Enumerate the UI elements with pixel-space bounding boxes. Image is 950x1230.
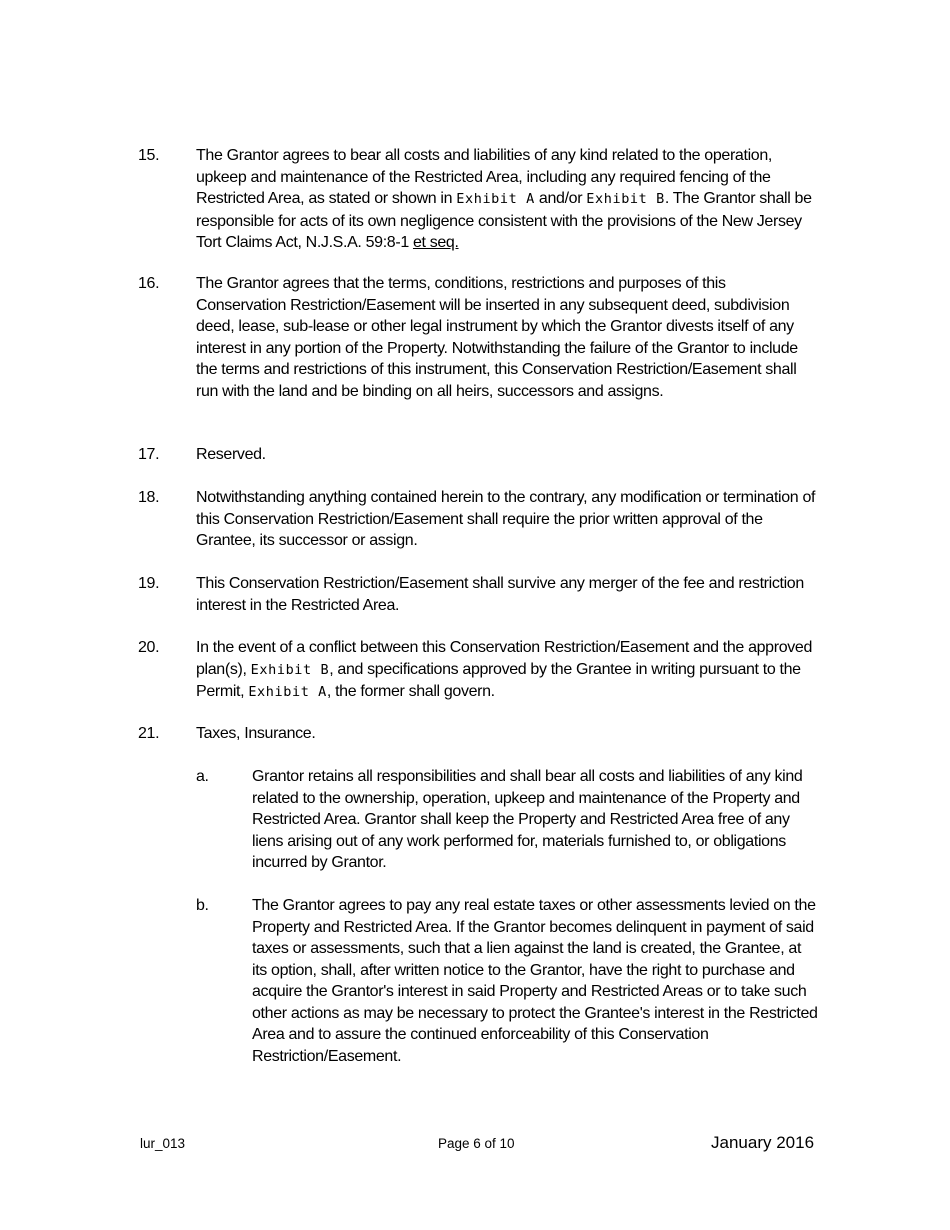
clause-number: 21. (138, 725, 160, 742)
exhibit-a-reference: Exhibit A (456, 191, 535, 207)
clause-text: Taxes, Insurance. (196, 725, 316, 742)
footer-page-number: Page 6 of 10 (438, 1136, 515, 1151)
footer-date: January 2016 (711, 1133, 815, 1152)
exhibit-b-reference: Exhibit B (586, 191, 665, 207)
clause-text: Notwithstanding anything contained herein to the contrary, any modification or termination of this Conservation Restriction/Easement shall require the prior written approval of the Grantee, its successor or assign. (196, 489, 816, 549)
subclause-letter: a. (196, 768, 209, 785)
clause-number: 16. (138, 275, 160, 292)
clause-text: The Grantor agrees that the terms, conditions, restrictions and purposes of this Conservation Restriction/Easement will be inserted in any subsequent deed, subdivision deed, lease, sub-lease or other legal instrument by which the Grantor divests itself of any interest in any portion of the Property. Notwithstanding the failure of the Grantor to include the terms and restrictions of this instrument, this Conservation Restriction/Easement shall run with the land and be binding on all heirs, successors and assigns. (196, 275, 798, 400)
clause-text: This Conservation Restriction/Easement shall survive any merger of the fee and restriction interest in the Restricted Area. (196, 575, 804, 614)
clause-number: 19. (138, 575, 160, 592)
clause-number: 15. (138, 147, 160, 164)
exhibit-a-reference: Exhibit A (248, 684, 327, 700)
exhibit-b-reference: Exhibit B (250, 661, 330, 678)
clause-text: The Grantor agrees to bear all costs and liabilities of any kind related to the operation, upkeep and maintenance of the Restricted Area, including any required fencing of the Restricted Area, as stated or shown in Exhibit A and/or Exhibit B. The Grantor shall be responsible for acts of its own negligence consistent with the provisions of the New Jersey Tort Claims Act, N.J.S.A. 59:8-1 et seq. (196, 147, 812, 251)
clause-text: In the event of a conflict between this Conservation Restriction/Easement and the approved plan(s), Exhibit B, and specifications approved by the Grantee in writing pursuant to the Permit, Exhibit A, the former shall govern. (196, 639, 812, 700)
subclause-text: Grantor retains all responsibilities and shall bear all costs and liabilities of any kind related to the ownership, operation, upkeep and maintenance of the Property and Restricted Area. Grantor shall keep the Property and Restricted Area free of any liens arising out of any work performed for, materials furnished to, or obligations incurred by Grantor. (252, 768, 803, 871)
et-seq-text: et seq. (412, 234, 459, 251)
clause-number: 17. (138, 446, 160, 463)
clause-text: Reserved. (196, 446, 266, 463)
clause-number: 20. (138, 639, 160, 656)
footer-form-id: lur_013 (140, 1136, 186, 1151)
clause-number: 18. (138, 489, 160, 506)
subclause-text: The Grantor agrees to pay any real estate taxes or other assessments levied on the Property and Restricted Area. If the Grantor becomes delinquent in payment of said taxes or assessments, such that a lien against the land is created, the Grantee, at its option, shall, after written notice to the Grantor, have the right to purchase and acquire the Grantor's interest in said Property and Restricted Areas or to take such other actions as may be necessary to protect the Grantee's interest in the Restricted Area and to assure the continued enforceability of this Conservation Restriction/Easement. (252, 897, 818, 1065)
subclause-letter: b. (196, 897, 209, 914)
